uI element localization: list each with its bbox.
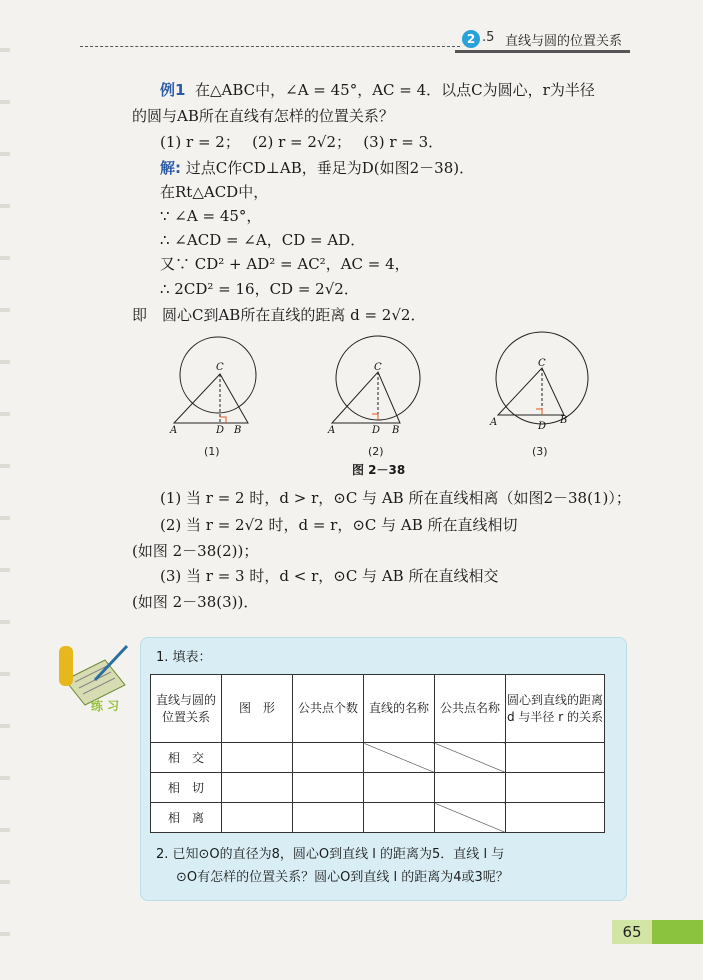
header-common-points: 公共点个数 <box>293 675 364 743</box>
table-cell[interactable] <box>293 773 364 803</box>
answer-3-cont: (如图 2－38(3))． <box>132 593 259 611</box>
header-point-name: 公共点名称 <box>435 675 506 743</box>
table-cell[interactable] <box>506 773 605 803</box>
label-c-3: C <box>538 358 546 369</box>
right-angle-2 <box>372 414 378 420</box>
header-distance-relation: 圆心到直线的距离 d 与半径 r 的关系 <box>506 675 605 743</box>
header-line-name: 直线的名称 <box>364 675 435 743</box>
answer-3: (3) 当 r = 3 时，d < r，⊙C 与 AB 所在直线相交 <box>160 567 499 585</box>
label-d-3: D <box>538 421 547 432</box>
table-cell[interactable] <box>222 803 293 833</box>
row-label-intersect: 相 交 <box>151 743 222 773</box>
table-cell[interactable] <box>364 773 435 803</box>
label-b-1: B <box>234 425 242 436</box>
table-cell-crossed[interactable] <box>435 803 506 833</box>
solution-step-1: 在Rt△ACD中， <box>160 183 269 201</box>
exercise-icon <box>55 640 135 712</box>
table-cell[interactable] <box>435 773 506 803</box>
solution-step-3: ∴ ∠ACD = ∠A，CD = AD． <box>160 231 366 249</box>
table-cell[interactable] <box>506 743 605 773</box>
triangle-2 <box>332 372 400 423</box>
chapter-badge: 2 <box>462 30 480 48</box>
header-underline <box>455 50 630 53</box>
label-c-2: C <box>374 362 382 373</box>
section-number: .5 <box>482 30 495 45</box>
table-header-row <box>151 675 605 743</box>
triangle-1 <box>174 374 248 423</box>
label-a-3: A <box>490 417 498 428</box>
label-d-1: D <box>216 425 225 436</box>
question-2-line-1: 2. 已知⊙O的直径为8，圆心O到直线 l 的距离为5．直线 l 与 <box>156 847 505 862</box>
solution-line-1 <box>160 158 474 178</box>
header-figure: 图 形 <box>222 675 293 743</box>
example-text-1: 在△ABC中，∠A = 45°，AC = 4．以点C为圆心，r为半径 <box>194 81 595 99</box>
label-a-2: A <box>328 425 336 436</box>
circle-1 <box>180 337 256 413</box>
table-cell[interactable] <box>293 743 364 773</box>
page-number: 65 <box>612 920 652 944</box>
page-edge-holes <box>0 0 10 980</box>
table-cell[interactable] <box>364 803 435 833</box>
table-row <box>151 743 605 773</box>
table-cell[interactable] <box>506 803 605 833</box>
caption-3: (3) <box>532 445 548 458</box>
table-cell-crossed[interactable] <box>435 743 506 773</box>
solution-conclusion: 即 圆心C到AB所在直线的距离 d = 2√2． <box>132 306 426 324</box>
question-1: 1. 填表： <box>156 650 212 665</box>
right-angle-3 <box>536 409 542 415</box>
row-label-separate: 相 离 <box>151 803 222 833</box>
table-row <box>151 803 605 833</box>
section-title: 直线与圆的位置关系 <box>505 34 623 49</box>
figure-title: 图 2－38 <box>352 463 406 477</box>
label-b-3: B <box>560 415 568 426</box>
table-cell[interactable] <box>293 803 364 833</box>
solution-text-1: 过点C作CD⊥AB，垂足为D(如图2－38)． <box>185 159 475 177</box>
table-cell-crossed[interactable] <box>364 743 435 773</box>
question-2-line-2: ⊙O有怎样的位置关系？圆心O到直线 l 的距离为4或3呢？ <box>176 870 509 885</box>
table-row <box>151 773 605 803</box>
label-c-1: C <box>216 362 224 373</box>
caption-1: (1) <box>204 445 220 458</box>
answer-2-cont: (如图 2－38(2))； <box>132 542 259 560</box>
figure-2-38 <box>160 330 610 465</box>
row-label-tangent: 相 切 <box>151 773 222 803</box>
solution-step-5: ∴ 2CD² = 16，CD = 2√2． <box>160 280 359 298</box>
example-cases: (1) r = 2； (2) r = 2√2； (3) r = 3． <box>160 133 444 151</box>
fill-in-table <box>150 674 605 833</box>
diagram-3 <box>496 332 588 424</box>
exercise-label: 练 习 <box>91 699 120 712</box>
diagram-2 <box>332 336 420 423</box>
header-position: 直线与圆的位置关系 <box>151 675 222 743</box>
example-line-2: 的圆与AB所在直线有怎样的位置关系？ <box>132 107 394 125</box>
right-angle-1 <box>220 417 226 423</box>
header-rule <box>80 46 460 47</box>
label-d-2: D <box>372 425 381 436</box>
label-b-2: B <box>392 425 400 436</box>
label-a-1: A <box>170 425 178 436</box>
answer-1: (1) 当 r = 2 时，d > r，⊙C 与 AB 所在直线相离（如图2－38(1)）； <box>160 489 631 507</box>
table-cell[interactable] <box>222 773 293 803</box>
diagram-1 <box>174 337 256 423</box>
table-cell[interactable] <box>222 743 293 773</box>
example-line-1 <box>160 80 595 100</box>
caption-2: (2) <box>368 445 384 458</box>
solution-step-4: 又∵ CD² + AD² = AC²，AC = 4， <box>160 255 410 273</box>
example-label: 例1 <box>160 81 186 99</box>
answer-2: (2) 当 r = 2√2 时，d = r，⊙C 与 AB 所在直线相切 <box>160 516 518 534</box>
triangle-3 <box>498 368 564 415</box>
solution-step-2: ∵ ∠A = 45°， <box>160 207 262 225</box>
solution-label: 解: <box>160 159 181 177</box>
